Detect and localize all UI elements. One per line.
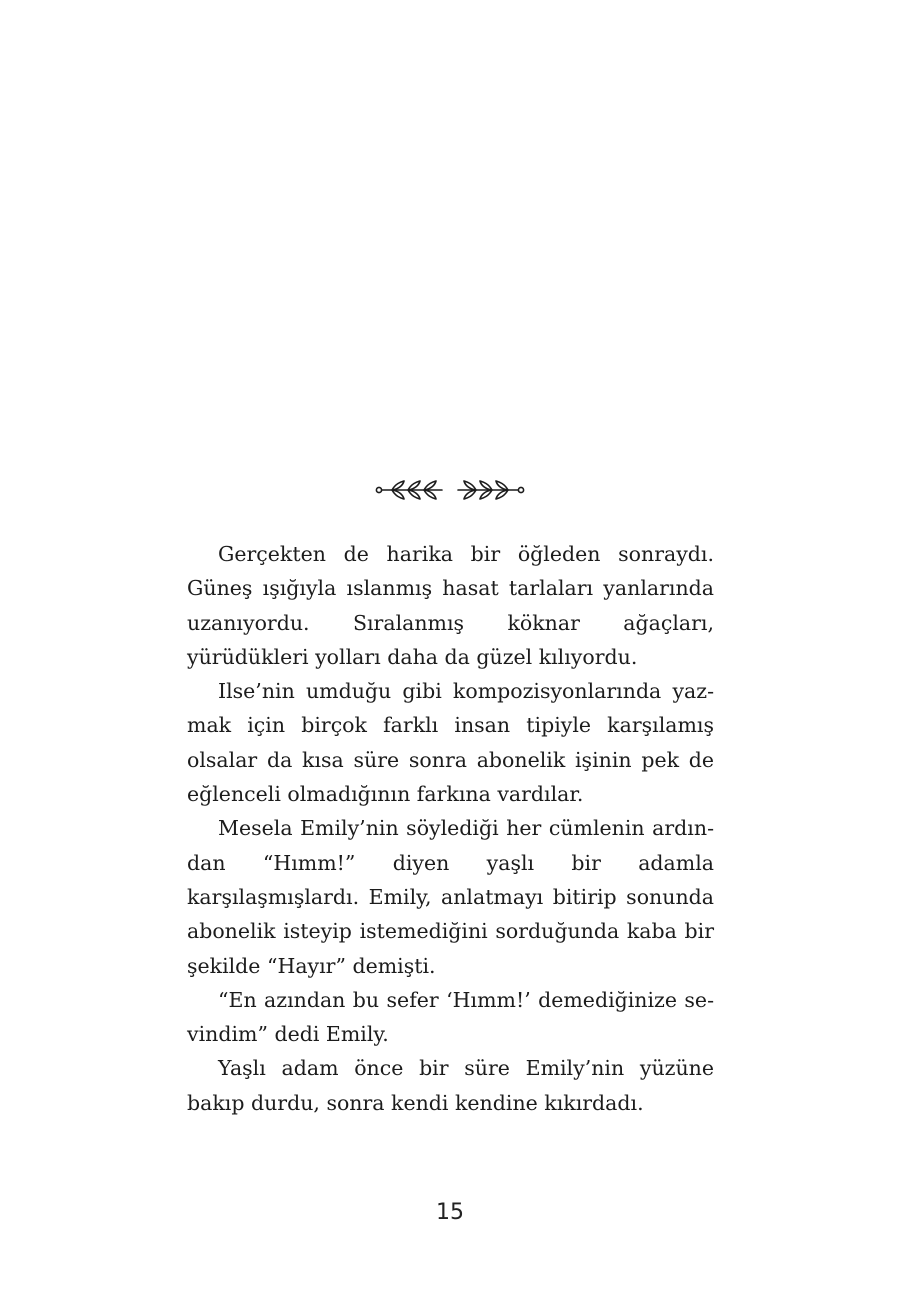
paragraph-4: “En azından bu sefer ‘Hımm!’ demediğinize sevindim” dedi Emily.: [187, 987, 714, 1047]
paragraph-5: Yaşlı adam önce bir süre Emily’nin yüzüne bakıp durdu, sonra kendi kendine kıkırdadı.: [187, 1056, 714, 1115]
paragraph-2: Ilse’nin umduğu gibi kompozisyonlarında yazmak için birçok farklı insan tipiyle karşılamış olsalar da kısa süre sonra abonelik işinin pek de eğlenceli olmadığının farkına vardılar.: [187, 679, 714, 807]
paragraph-3: Mesela Emily’nin söylediği her cümlenin ardından “Hımm!” diyen yaşlı bir adamla karşılaşmışlardı. Emily, anlatmayı bitirip sonunda abonelik isteyip istemediğini sorduğunda kaba bir şekilde “Hayır” demişti.: [187, 816, 714, 978]
chapter-body-text: [187, 537, 714, 1120]
laurel-branch-divider-icon: [370, 474, 530, 504]
page-number: 15: [436, 1200, 464, 1225]
paragraph-1: Gerçekten de harika bir öğleden sonraydı. Güneş ışığıyla ıslanmış hasat tarlaları yanlarında uzanıyordu. Sıralanmış köknar ağaçları, yürüdükleri yolları daha da güzel kılıyordu.: [187, 542, 714, 669]
